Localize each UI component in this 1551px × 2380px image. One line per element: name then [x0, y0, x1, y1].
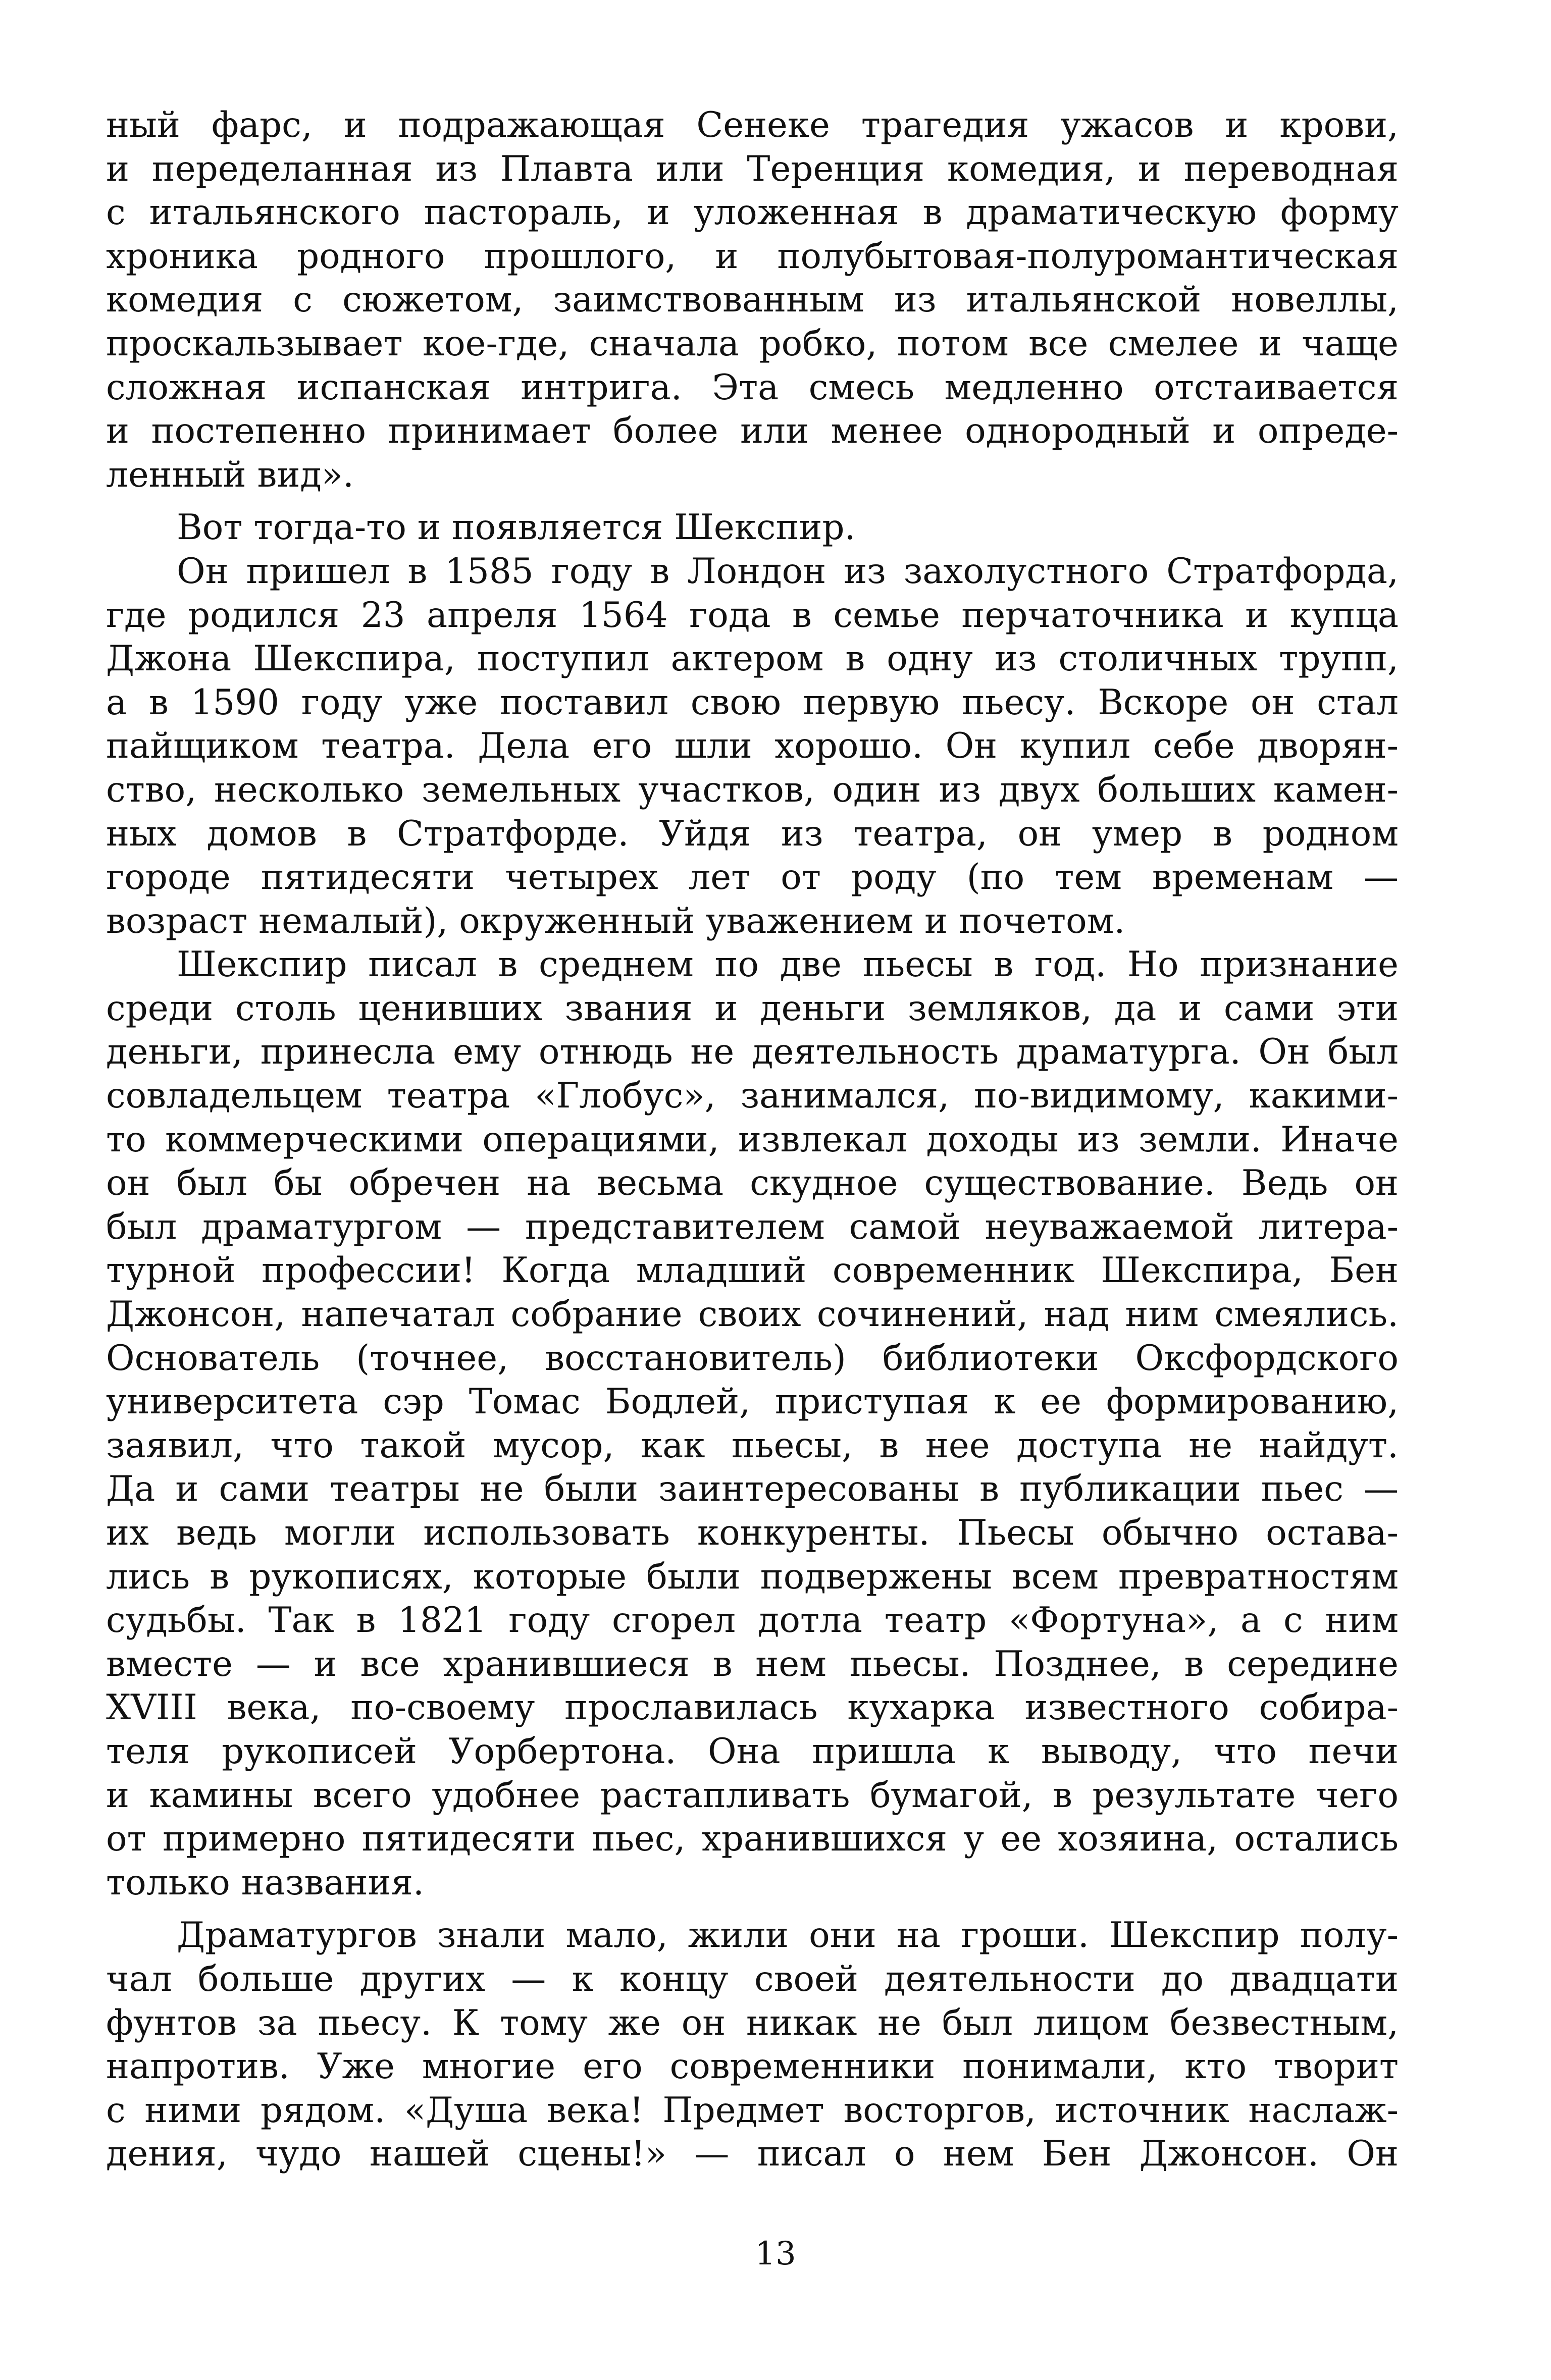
text-line: проскальзывает кое-где, сначала робко, потом все смелее и чаще: [106, 323, 1399, 364]
text-line: сложная испанская интрига. Эта смесь медленно отстаивается: [106, 367, 1399, 408]
paragraph: [106, 550, 1399, 943]
text-line: среди столь ценивших звания и деньги земляков, да и сами эти: [106, 988, 1399, 1029]
text-line: он был бы обречен на весьма скудное существование. Ведь он: [106, 1163, 1399, 1204]
text-line: только названия.: [106, 1862, 424, 1903]
text-line: пайщиком театра. Дела его шли хорошо. Он купил себе дворян-: [106, 726, 1399, 767]
text-line: и постепенно принимает более или менее однородный и опреде-: [106, 411, 1399, 452]
text-line: а в 1590 году уже поставил свою первую пьесу. Вскоре он стал: [106, 682, 1399, 723]
text-line: XVIII века, по-своему прославилась кухарка известного собира-: [106, 1687, 1399, 1728]
text-line: возраст немалый), окруженный уважением и почетом.: [106, 901, 1125, 941]
text-line: Драматургов знали мало, жили они на гроши. Шекспир полу-: [177, 1915, 1399, 1956]
text-line: ных домов в Стратфорде. Уйдя из театра, он умер в родном: [106, 813, 1399, 854]
text-line: хроника родного прошлого, и полубытовая-полуромантическая: [106, 236, 1399, 277]
text-line: вместе — и все хранившиеся в нем пьесы. Позднее, в середине: [106, 1644, 1399, 1684]
page-number: 13: [755, 2235, 796, 2272]
text-line: Джонсон, напечатал собрание своих сочинений, над ним смеялись.: [106, 1294, 1399, 1335]
text-line: Шекспир писал в среднем по две пьесы в год. Но признание: [177, 944, 1399, 985]
text-line: с ними рядом. «Душа века! Предмет восторгов, источник наслаж-: [106, 2090, 1399, 2131]
text-line: Вот тогда-то и появляется Шекспир.: [177, 507, 856, 548]
text-line: где родился 23 апреля 1564 года в семье перчаточника и купца: [106, 595, 1399, 636]
text-line: их ведь могли использовать конкуренты. Пьесы обычно остава-: [106, 1513, 1399, 1553]
text-line: и переделанная из Плавта или Теренция комедия, и переводная: [106, 148, 1399, 189]
text-line: ный фарс, и подражающая Сенеке трагедия ужасов и крови,: [106, 105, 1399, 145]
text-line: Основатель (точнее, восстановитель) библиотеки Оксфордского: [106, 1338, 1399, 1379]
page-text: [106, 103, 1399, 2176]
text-line: городе пятидесяти четырех лет от роду (по тем временам —: [106, 857, 1399, 898]
text-line: судьбы. Так в 1821 году сгорел дотла театр «Фортуна», а с ним: [106, 1600, 1399, 1641]
paragraph-gap: [106, 497, 1399, 506]
paragraph: [106, 103, 1399, 497]
text-line: университета сэр Томас Бодлей, приступая к ее формированию,: [106, 1382, 1399, 1422]
text-line: лись в рукописях, которые были подвержены всем превратностям: [106, 1556, 1399, 1597]
text-line: деньги, принесла ему отнюдь не деятельность драматурга. Он был: [106, 1032, 1399, 1073]
paragraph: [106, 1905, 1399, 2176]
text-line: теля рукописей Уорбертона. Она пришла к выводу, что печи: [106, 1731, 1399, 1772]
paragraph: [106, 943, 1399, 1905]
text-line: дения, чудо нашей сцены!» — писал о нем Бен Джонсон. Он: [106, 2134, 1399, 2175]
text-line: ленный вид».: [106, 454, 354, 495]
text-line: напротив. Уже многие его современники понимали, кто творит: [106, 2046, 1399, 2087]
text-line: заявил, что такой мусор, как пьесы, в нее доступа не найдут.: [106, 1425, 1399, 1466]
text-line: комедия с сюжетом, заимствованным из итальянской новеллы,: [106, 280, 1399, 321]
text-line: турной профессии! Когда младший современник Шекспира, Бен: [106, 1250, 1399, 1291]
text-line: совладельцем театра «Глобус», занимался, по-видимому, какими-: [106, 1076, 1399, 1117]
text-line: ство, несколько земельных участков, один из двух больших камен-: [106, 769, 1399, 810]
text-line: Да и сами театры не были заинтересованы в публикации пьес —: [106, 1469, 1399, 1510]
text-line: то коммерческими операциями, извлекал доходы из земли. Иначе: [106, 1119, 1399, 1160]
text-line: Он пришел в 1585 году в Лондон из захолустного Стратфорда,: [177, 551, 1399, 592]
text-line: от примерно пятидесяти пьес, хранившихся у ее хозяина, остались: [106, 1819, 1399, 1860]
text-line: чал больше других — к концу своей деятельности до двадцати: [106, 1959, 1399, 1999]
text-line: был драматургом — представителем самой неуважаемой литера-: [106, 1206, 1399, 1247]
text-line: фунтов за пьесу. К тому же он никак не был лицом безвестным,: [106, 2002, 1399, 2043]
text-line: Джона Шекспира, поступил актером в одну из столичных трупп,: [106, 639, 1399, 679]
paragraph-gap: [106, 1905, 1399, 1914]
text-line: и камины всего удобнее растапливать бумагой, в результате чего: [106, 1775, 1399, 1816]
text-line: с итальянского пастораль, и уложенная в драматическую форму: [106, 192, 1399, 233]
paragraph: [106, 497, 1399, 550]
